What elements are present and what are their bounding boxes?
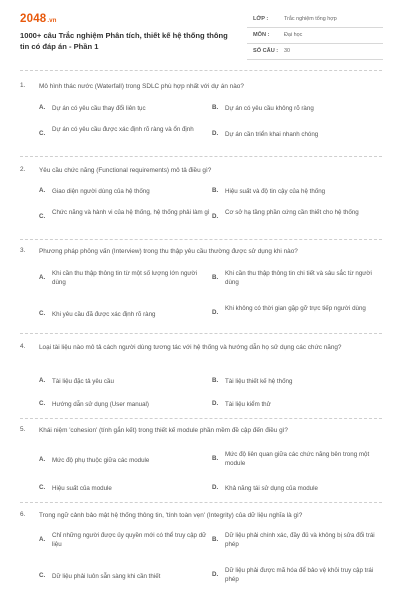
question-number: 4.	[20, 343, 26, 350]
option-letter: C.	[39, 213, 46, 220]
option-text: Hướng dẫn sử dụng (User manual)	[52, 401, 149, 408]
document-header	[0, 0, 400, 64]
question-number: 1.	[20, 82, 26, 89]
question-text: Phương pháp phỏng vấn (Interview) trong thu thập yêu cầu thường được sử dụng khi nào?	[39, 248, 298, 255]
question-text: Loại tài liệu nào mô tả cách người dùng tương tác với hệ thống và hướng dẫn họ sử dụng các chức năng?	[39, 344, 342, 351]
option-letter: A.	[39, 274, 46, 281]
option-letter: C.	[39, 400, 46, 407]
divider	[20, 333, 382, 334]
brand-suffix: .vn	[47, 18, 57, 24]
question-6	[20, 511, 382, 597]
option-text: Dự án có yêu cầu không rõ ràng	[225, 105, 314, 112]
option-text: Dự án có yêu cầu được xác định rõ ràng và ổn định	[52, 126, 194, 133]
option-text: Tài liệu kiểm thử	[225, 401, 271, 408]
option-letter: C.	[39, 310, 46, 317]
info-value: Trắc nghiệm tổng hợp	[284, 16, 337, 22]
option-text: Dữ liệu phải luôn sẵn sàng khi cần thiết	[52, 573, 161, 580]
option-text: Dữ liệu phải được mã hóa để bảo vệ khỏi truy cập trái phép	[225, 567, 374, 584]
option-text: Khi không có thời gian gặp gỡ trực tiếp người dùng	[225, 305, 366, 312]
question-5	[20, 426, 382, 498]
brand-logo[interactable]: 2048.vn	[20, 13, 57, 25]
question-text: Khái niệm 'cohesion' (tính gắn kết) trong thiết kế module phần mềm đề cập đến điều gì?	[39, 427, 288, 434]
question-number: 5.	[20, 426, 26, 433]
option-letter: C.	[39, 130, 46, 137]
option-letter: B.	[212, 104, 219, 111]
option-text: Hiệu suất và độ tin cậy của hệ thống	[225, 188, 326, 195]
option-letter: B.	[212, 536, 219, 543]
info-box	[247, 12, 383, 60]
option-letter: C.	[39, 484, 46, 491]
option-letter: A.	[39, 377, 46, 384]
option-letter: D.	[212, 130, 219, 137]
option-text: Tài liệu đặc tả yêu cầu	[52, 378, 114, 385]
document-title: 1000+ câu Trắc nghiệm Phân tích, thiết kế hệ thống thông tin có đáp án - Phần 1	[20, 31, 228, 51]
option-text: Cơ sở hạ tầng phần cứng cần thiết cho hệ thống	[225, 209, 359, 216]
info-label: SỐ CÂU :	[253, 48, 279, 54]
option-letter: A.	[39, 456, 46, 463]
question-4	[20, 343, 382, 417]
option-letter: A.	[39, 187, 46, 194]
option-text: Mức độ phụ thuộc giữa các module	[52, 457, 150, 464]
option-text: Chức năng và hành vi của hệ thống, hệ thống phải làm gì	[52, 209, 210, 216]
info-label: LỚP :	[253, 16, 269, 22]
option-letter: B.	[212, 377, 219, 384]
question-2	[20, 166, 382, 238]
option-letter: C.	[39, 572, 46, 579]
question-text: Mô hình thác nước (Waterfall) trong SDLC phù hợp nhất với dự án nào?	[39, 83, 244, 90]
option-text: Mức độ liên quan giữa các chức năng bên trong một module	[225, 451, 370, 468]
option-letter: B.	[212, 187, 219, 194]
question-1	[20, 82, 382, 152]
option-text: Chỉ những người được ủy quyền mới có thể truy cập dữ liệu	[52, 532, 207, 549]
option-text: Khi yêu cầu đã được xác định rõ ràng	[52, 311, 156, 318]
option-text: Khi cần thu thập thông tin từ một số lượng lớn người dùng	[52, 270, 197, 287]
info-label: MÔN :	[253, 32, 270, 38]
option-text: Khi cần thu thập thông tin chi tiết và sâu sắc từ người dùng	[225, 270, 372, 287]
question-text: Trong ngữ cảnh bảo mật hệ thống thông tin, 'tính toàn vẹn' (Integrity) của dữ liệu nghĩa là gì?	[39, 512, 303, 519]
info-value: 30	[284, 48, 290, 54]
info-row-subject	[247, 28, 383, 44]
option-letter: D.	[212, 309, 219, 316]
option-letter: D.	[212, 571, 219, 578]
info-value: Đại học	[284, 32, 303, 38]
question-3	[20, 247, 382, 331]
info-row-class	[247, 12, 383, 28]
divider	[20, 156, 382, 157]
option-text: Giao diện người dùng của hệ thống	[52, 188, 150, 195]
option-text: Khả năng tái sử dụng của module	[225, 485, 318, 492]
option-text: Tài liệu thiết kế hệ thống	[225, 378, 293, 385]
option-text: Dữ liệu phải chính xác, đầy đủ và không bị sửa đổi trái phép	[225, 532, 375, 549]
divider	[20, 239, 382, 240]
option-letter: B.	[212, 274, 219, 281]
option-text: Dự án cần triển khai nhanh chóng	[225, 131, 319, 138]
question-text: Yêu cầu chức năng (Functional requirements) mô tả điều gì?	[39, 167, 212, 174]
option-letter: A.	[39, 536, 46, 543]
info-row-count	[247, 44, 383, 60]
option-text: Hiệu suất của module	[52, 485, 112, 492]
option-letter: B.	[212, 455, 219, 462]
option-text: Dự án có yêu cầu thay đổi liên tục	[52, 105, 146, 112]
divider	[20, 418, 382, 419]
divider	[20, 70, 382, 71]
option-letter: D.	[212, 484, 219, 491]
divider	[20, 502, 382, 503]
option-letter: D.	[212, 213, 219, 220]
option-letter: A.	[39, 104, 46, 111]
question-number: 6.	[20, 511, 26, 518]
question-number: 3.	[20, 247, 26, 254]
question-number: 2.	[20, 166, 26, 173]
option-letter: D.	[212, 400, 219, 407]
